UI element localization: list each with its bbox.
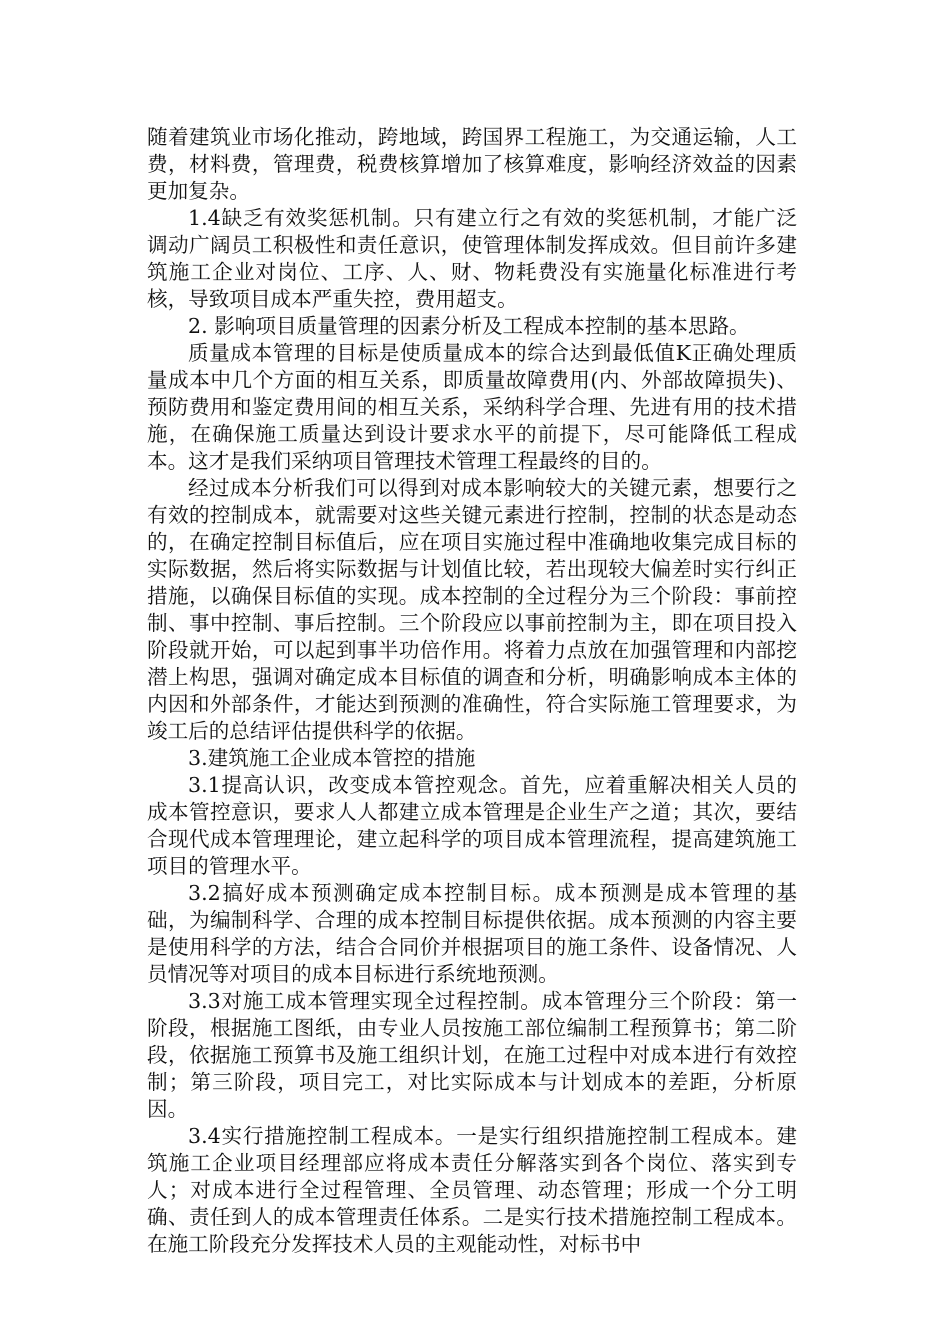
heading-3-cost-control-measures: 3.建筑施工企业成本管控的措施 xyxy=(188,746,476,770)
paragraph-3-4: 3.4实行措施控制工程成本。一是实行组织措施控制工程成本。建筑施工企业项目经理部应将成本责任分解落实到各个岗位、落实到专人；对成本进行全过程管理、全员管理、动态管理；形成一个分工明确、责任到人的成本管理责任体系。二是实行技术措施控制工程成本。在施工阶段充分发挥技术人员的主观能动性，对标书中 xyxy=(147,1124,797,1256)
paragraph-3-3: 3.3对施工成本管理实现全过程控制。成本管理分三个阶段：第一阶段，根据施工图纸，由专业人员按施工部位编制工程预算书；第二阶段，依据施工预算书及施工组织计划，在施工过程中对成本进行有效控制；第三阶段，项目完工，对比实际成本与计划成本的差距，分析原因。 xyxy=(147,989,797,1121)
paragraph-quality-cost-goal: 质量成本管理的目标是使质量成本的综合达到最低值K正确处理质量成本中几个方面的相互关系，即质量故障费用(内、外部故障损失)、预防费用和鉴定费用间的相互关系，采纳科学合理、先进有用的技术措施，在确保施工质量达到设计要求水平的前提下，尽可能降低工程成本。这才是我们采纳项目管理技术管理工程最终的目的。 xyxy=(147,341,797,473)
paragraph-3-1: 3.1提高认识，改变成本管控观念。首先，应着重解决相关人员的成本管控意识，要求人人都建立成本管理是企业生产之道；其次，要结合现代成本管理理论，建立起科学的项目成本管理流程，提高建筑施工项目的管理水平。 xyxy=(147,773,797,878)
paragraph-1-4-incentive-mechanism: 1.4缺乏有效奖惩机制。只有建立行之有效的奖惩机制，才能广泛调动广阔员工积极性和责任意识，使管理体制发挥成效。但目前许多建筑施工企业对岗位、工序、人、财、物耗费没有实施量化标准进行考核，导致项目成本严重失控，费用超支。 xyxy=(147,206,797,311)
paragraph-3-2: 3.2搞好成本预测确定成本控制目标。成本预测是成本管理的基础，为编制科学、合理的成本控制目标提供依据。成本预测的内容主要是使用科学的方法，结合合同价并根据项目的施工条件、设备情况、人员情况等对项目的成本目标进行系统地预测。 xyxy=(147,881,797,986)
document-body xyxy=(147,124,797,1258)
paragraph-cost-analysis: 经过成本分析我们可以得到对成本影响较大的关键元素，想要行之有效的控制成本，就需要对这些关键元素进行控制，控制的状态是动态的，在确定控制目标值后，应在项目实施过程中准确地收集完成目标的实际数据，然后将实际数据与计划值比较，若出现较大偏差时实行纠正措施，以确保目标值的实现。成本控制的全过程分为三个阶段：事前控制、事中控制、事后控制。三个阶段应以事前控制为主，即在项目投入阶段就开始，可以起到事半功倍作用。将着力点放在加强管理和内部挖潜上构思，强调对确定成本目标值的调查和分析，明确影响成本主体的内因和外部条件，才能达到预测的准确性，符合实际施工管理要求，为竣工后的总结评估提供科学的依据。 xyxy=(147,476,797,743)
paragraph-intro-continuation: 随着建筑业市场化推动，跨地域，跨国界工程施工，为交通运输，人工费，材料费，管理费，税费核算增加了核算难度，影响经济效益的因素更加复杂。 xyxy=(147,125,797,203)
heading-2-quality-factors: 2. 影响项目质量管理的因素分析及工程成本控制的基本思路。 xyxy=(188,314,750,338)
